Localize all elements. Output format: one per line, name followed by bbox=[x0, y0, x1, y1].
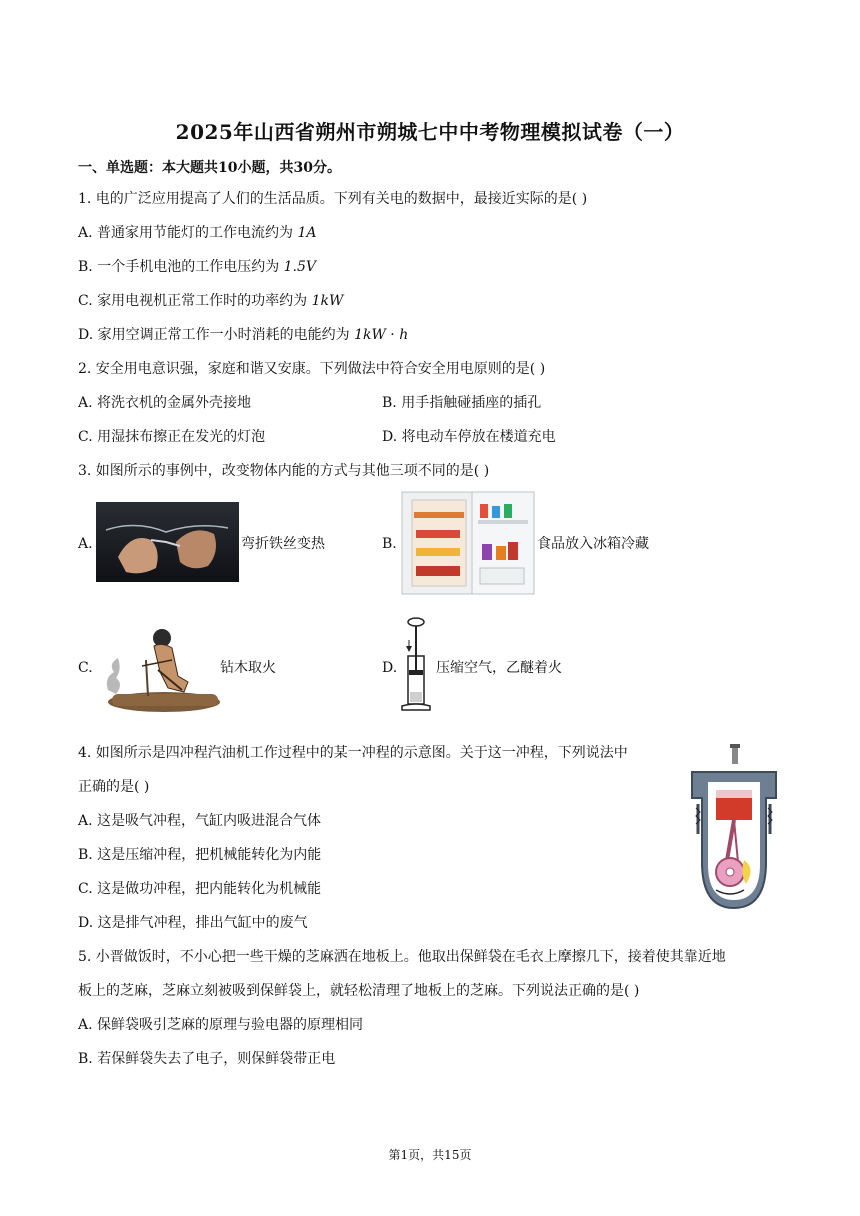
question-4-stem-line-1: 4. 如图所示是四冲程汽油机工作过程中的某一冲程的示意图。关于这一冲程，下列说法中 bbox=[78, 745, 628, 761]
bending-wire-image bbox=[96, 502, 239, 582]
question-5-option-b: B. 若保鲜袋失去了电子，则保鲜袋带正电 bbox=[78, 1051, 336, 1067]
question-2-option-d: D. 将电动车停放在楼道充电 bbox=[382, 429, 556, 445]
question-1-option-a: A. 普通家用节能灯的工作电流约为 1A bbox=[78, 225, 317, 241]
compressed-air-ignition-image bbox=[398, 616, 434, 714]
question-4-stem-line-2: 正确的是( ) bbox=[78, 779, 150, 795]
question-2-stem: 2. 安全用电意识强，家庭和谐又安康。下列做法中符合安全用电原则的是( ) bbox=[78, 361, 546, 377]
question-3-option-d-letter: D. bbox=[382, 660, 398, 676]
question-1-option-b: B. 一个手机电池的工作电压约为 1.5V bbox=[78, 259, 317, 275]
page-footer: 第1页，共15页 bbox=[388, 1148, 472, 1162]
question-3-stem: 3. 如图所示的事例中，改变物体内能的方式与其他三项不同的是( ) bbox=[78, 463, 490, 479]
question-5-option-a: A. 保鲜袋吸引芝麻的原理与验电器的原理相同 bbox=[78, 1017, 364, 1033]
refrigerator-image bbox=[400, 490, 535, 596]
question-2-option-b: B. 用手指触碰插座的插孔 bbox=[382, 395, 542, 411]
question-5-stem-line-2: 板上的芝麻，芝麻立刻被吸到保鲜袋上，就轻松清理了地板上的芝麻。下列说法正确的是( ) bbox=[78, 983, 640, 999]
question-2-option-c: C. 用湿抹布擦正在发光的灯泡 bbox=[78, 429, 266, 445]
section-heading: 一、单选题：本大题共10小题，共30分。 bbox=[78, 160, 341, 176]
question-3-option-c-text: 钻木取火 bbox=[220, 660, 276, 676]
question-1-option-d: D. 家用空调正常工作一小时消耗的电能约为 1kW · h bbox=[78, 327, 409, 343]
question-1-stem: 1. 电的广泛应用提高了人们的生活品质。下列有关电的数据中，最接近实际的是( ) bbox=[78, 191, 588, 207]
question-2-option-a: A. 将洗衣机的金属外壳接地 bbox=[78, 395, 252, 411]
question-3-option-a-letter: A. bbox=[78, 536, 93, 552]
question-1-option-c: C. 家用电视机正常工作时的功率约为 1kW bbox=[78, 293, 344, 309]
question-4-option-c: C. 这是做功冲程，把内能转化为机械能 bbox=[78, 881, 322, 897]
question-4-option-b: B. 这是压缩冲程，把机械能转化为内能 bbox=[78, 847, 322, 863]
engine-stroke-diagram bbox=[686, 742, 782, 912]
question-4-option-a: A. 这是吸气冲程，气缸内吸进混合气体 bbox=[78, 813, 322, 829]
question-4-option-d: D. 这是排气冲程，排出气缸中的废气 bbox=[78, 915, 308, 931]
question-3-option-b-letter: B. bbox=[382, 536, 397, 552]
question-5-stem-line-1: 5. 小晋做饭时，不小心把一些干燥的芝麻洒在地板上。他取出保鲜袋在毛衣上摩擦几下，接着使其靠近地 bbox=[78, 949, 726, 965]
drilling-wood-fire-image bbox=[102, 620, 220, 720]
question-3-option-a-text: 弯折铁丝变热 bbox=[241, 536, 325, 552]
question-3-option-c-letter: C. bbox=[78, 660, 93, 676]
page-title: 2025年山西省朔州市朔城七中中考物理模拟试卷（一） bbox=[175, 120, 685, 144]
question-3-option-b-text: 食品放入冰箱冷藏 bbox=[537, 536, 649, 552]
question-3-option-d-text: 压缩空气，乙醚着火 bbox=[436, 660, 562, 676]
